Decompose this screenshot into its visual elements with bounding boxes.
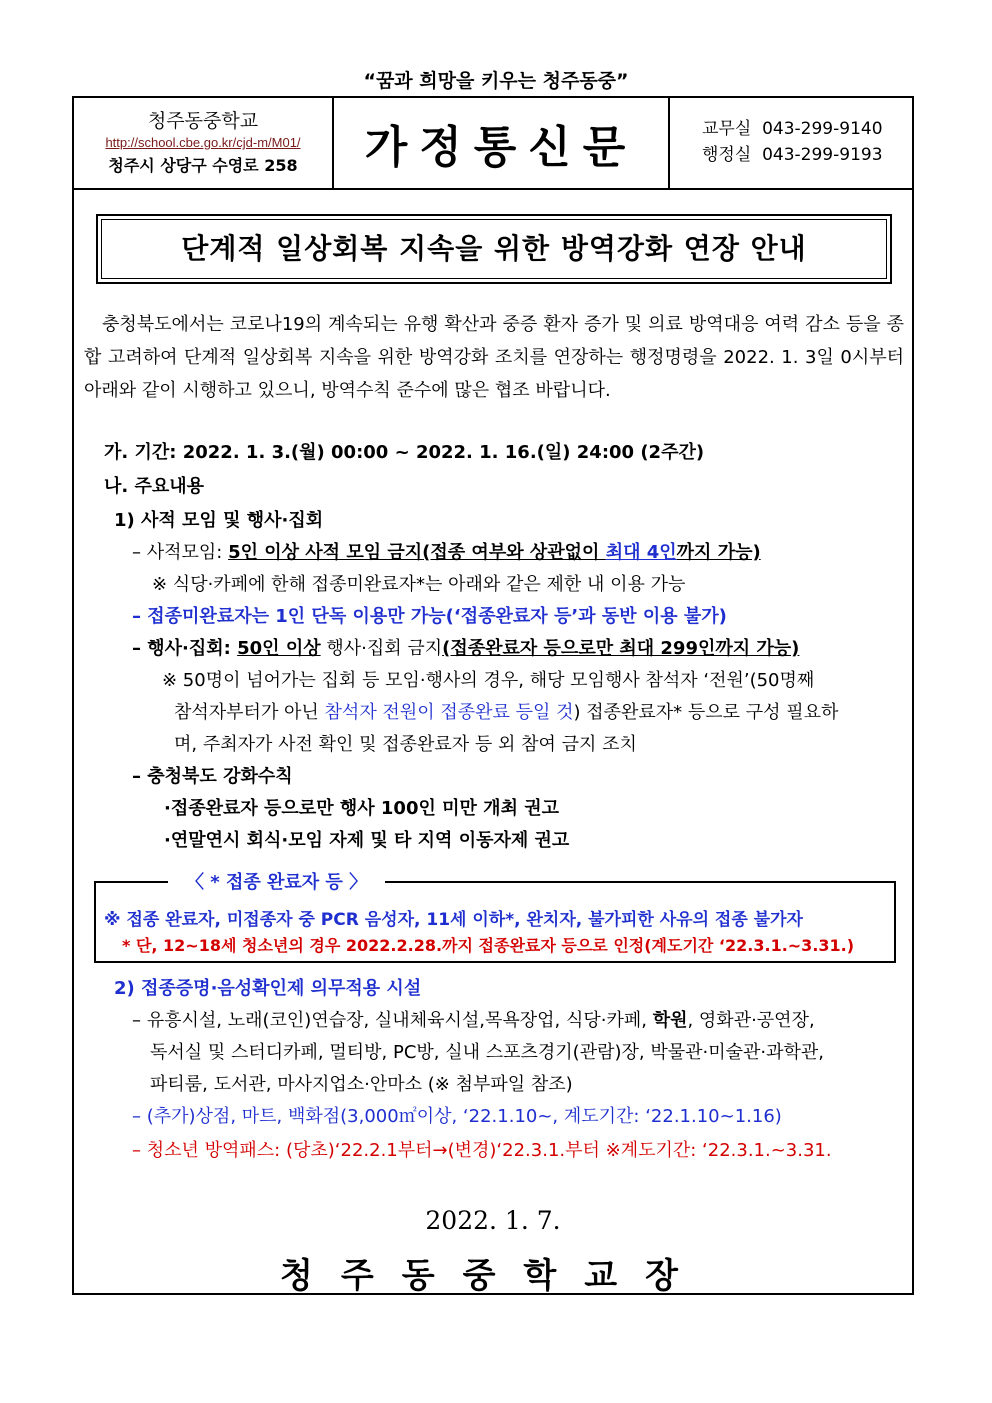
chungbuk-heading: – 충청북도 강화수칙 <box>132 766 293 787</box>
letterhead <box>74 98 912 190</box>
contact-label: 교무실 <box>702 119 752 139</box>
doc-title: 단계적 일상회복 지속을 위한 방역강화 연장 안내 <box>101 219 887 279</box>
facility-line-1 <box>132 1006 815 1032</box>
contact-phone: 043-299-9193 <box>762 145 883 165</box>
facility-line-3: 파티룸, 도서관, 마사지업소·안마소 (※ 첨부파일 참조) <box>150 1074 573 1095</box>
event-note-2c: ) 접종완료자* 등으로 구성 필요하 <box>573 702 839 723</box>
restaurant-note: ※ 식당·카페에 한해 접종미완료자*는 아래와 같은 제한 내 이용 가능 <box>152 574 686 595</box>
private-gathering-line <box>132 538 761 564</box>
event-label: – 행사·집회: <box>132 638 238 659</box>
contact-admin <box>702 142 883 168</box>
event-limit: 50인 이상 <box>237 638 321 659</box>
principal-signature: 청주동중학교장 <box>280 1256 706 1296</box>
school-name: 청주동중학교 <box>147 110 259 132</box>
school-info <box>74 98 334 188</box>
event-mid: 행사·집회 금지 <box>320 638 443 659</box>
newsletter-title: 가정통신문 <box>364 122 638 173</box>
contact-label: 행정실 <box>702 145 752 165</box>
event-line <box>132 634 799 660</box>
vaccinated-definition-box <box>94 872 896 963</box>
contact-phone: 043-299-9140 <box>762 119 883 139</box>
facility-1c: , 영화관·공연장, <box>687 1010 815 1031</box>
facility-academy: 학원 <box>652 1010 688 1031</box>
private-paren-close: 까지 가능) <box>676 542 761 563</box>
note-line-1: ※ 접종 완료자, 미접종자 중 PCR 음성자, 11세 이하*, 완치자, 불가피한 사유의 접종 불가자 <box>104 910 803 930</box>
section-2-heading <box>114 974 421 1000</box>
added-facilities-line: – (추가)상점, 마트, 백화점(3,000㎡이상, ‘22.1.10~, 계도기간: ‘22.1.10~1.16) <box>132 1106 782 1127</box>
private-label: – 사적모임: <box>132 542 229 563</box>
doc-title-box <box>96 214 892 284</box>
private-max: 최대 4인 <box>605 542 677 563</box>
note-line-2: * 단, 12~18세 청소년의 경우 2022.2.28.까지 접종완료자 등으로 인정(계도기간 ‘22.3.1.~3.31.) <box>122 936 855 955</box>
intro-paragraph <box>84 308 904 407</box>
youth-pass-line: – 청소년 방역패스: (당초)‘22.2.1부터→(변경)‘22.3.1.부터 ※계도기간: ‘22.3.1.~3.31. <box>132 1140 832 1161</box>
event-note-2a: 참석자부터가 아닌 <box>174 702 325 723</box>
private-paren-open: (접종 여부와 상관없이 <box>422 542 606 563</box>
newsletter-title-cell <box>334 98 670 188</box>
issue-date: 2022. 1. 7. <box>425 1206 561 1235</box>
main-heading: 나. 주요내용 <box>104 476 205 497</box>
intro-text: 충청북도에서는 코로나19의 계속되는 유행 확산과 중증 환자 증가 및 의료 방역대응 여력 감소 등을 종합 고려하여 단계적 일상회복 지속을 위한 방역강화 조치를 연장하는 행정명령을 2022. 1. 3일 0시부터 아래와 같이 시행하고 있으니, 방역수칙 준수에 많은 협조 바랍니다. <box>84 314 904 401</box>
motto: “꿈과 희망을 키우는 청주동중” <box>363 70 629 92</box>
chungbuk-rule-2: ·연말연시 회식·모임 자제 및 타 지역 이동자제 권고 <box>164 830 570 851</box>
private-ban: 5인 이상 사적 모임 금지 <box>228 542 423 563</box>
unvaccinated-line: – 접종미완료자는 1인 단독 이용만 가능(‘접종완료자 등’과 동반 이용 불가) <box>132 606 727 627</box>
facility-1a: – 유흥시설, 노래(코인)연습장, 실내체육시설,목욕장업, 식당·카페, <box>132 1010 653 1031</box>
section-2-heading-text: 2) 접종증명·음성확인제 의무적용 시설 <box>114 978 422 999</box>
section-1-heading: 1) 사적 모임 및 행사·집회 <box>114 510 324 531</box>
event-paren: (접종완료자 등으로만 최대 299인까지 가능) <box>442 638 800 659</box>
contact-info <box>702 116 883 168</box>
event-note-line-3: 며, 주최자가 사전 확인 및 접종완료자 등 외 참여 금지 조치 <box>174 734 637 755</box>
facility-line-2: 독서실 및 스터디카페, 멀티방, PC방, 실내 스포츠경기(관람)장, 박물관·미술관·과학관, <box>150 1042 824 1063</box>
contact-academic <box>702 116 883 142</box>
chungbuk-rule-1: ·접종완료자 등으로만 행사 100인 미만 개최 권고 <box>164 798 559 819</box>
document-frame <box>72 96 914 1295</box>
period-line: 가. 기간: 2022. 1. 3.(월) 00:00 ~ 2022. 1. 16.(일) 24:00 (2주간) <box>104 442 705 463</box>
note-title: 〈 * 접종 완료자 등 〉 <box>168 868 385 894</box>
school-address: 청주시 상당구 수영로 258 <box>108 156 298 175</box>
event-note-2b: 참석자 전원이 접종완료 등일 것 <box>324 702 574 723</box>
event-note-line-1: ※ 50명이 넘어가는 집회 등 모임·행사의 경우, 해당 모임행사 참석자 ‘전원’(50명째 <box>162 670 815 691</box>
event-note-line-2 <box>174 698 838 724</box>
school-url-link[interactable]: http://school.cbe.go.kr/cjd-m/M01/ <box>105 135 301 150</box>
